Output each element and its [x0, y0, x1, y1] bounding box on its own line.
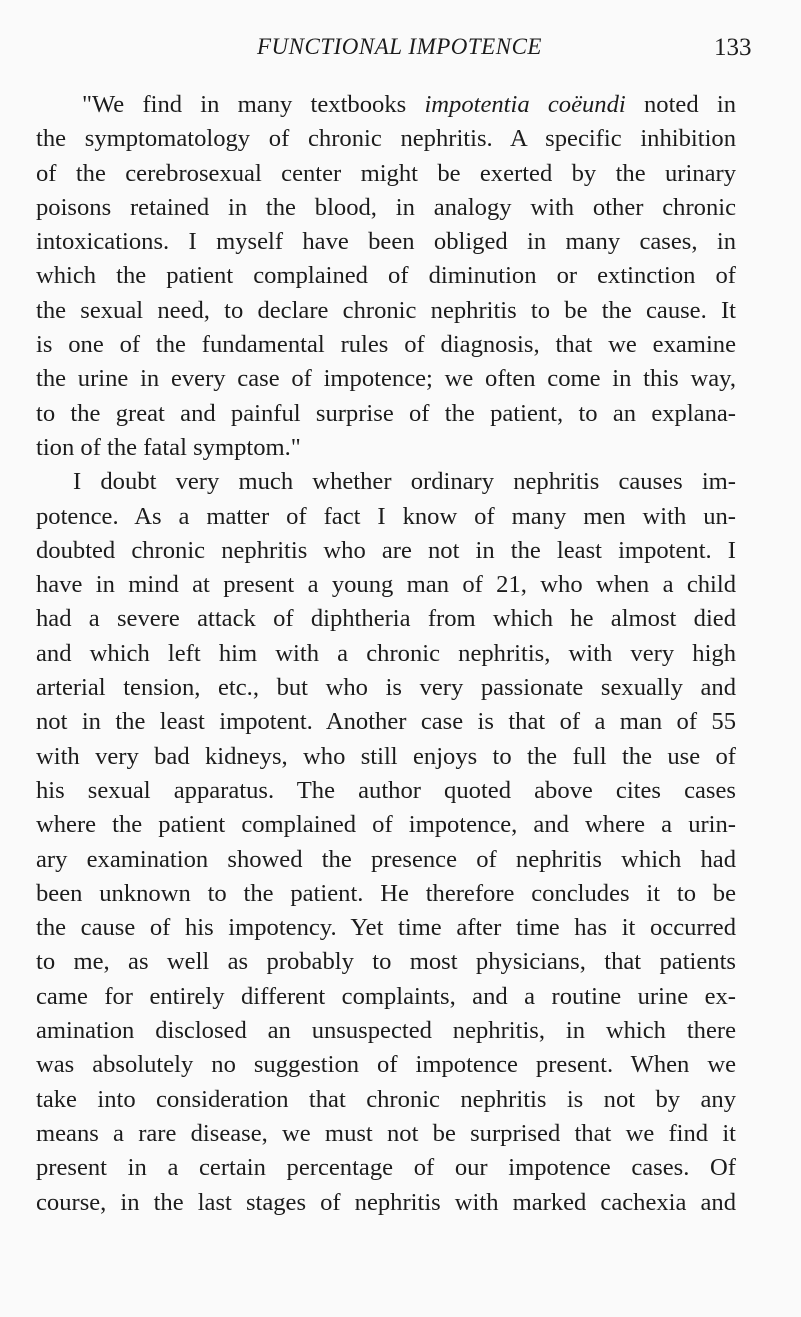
text-line: "We find in many textbooks impotentia coëundi noted in	[82, 91, 736, 118]
text-line: take into consideration that chronic nephritis is not by any	[36, 1085, 736, 1113]
text-line: which the patient complained of diminution or extinction of	[36, 262, 736, 290]
paragraph-discussion	[36, 465, 736, 1220]
text-line: the urine in every case of impotence; we often come in this way,	[36, 365, 736, 393]
italic-phrase: impotentia coëundi	[424, 91, 626, 118]
text-line: had a severe attack of diphtheria from which he almost died	[36, 605, 736, 633]
page-number: 133	[714, 34, 752, 61]
text-line: not in the least impotent. Another case is that of a man of 55	[36, 708, 736, 736]
text-line: the cause of his impotency. Yet time after time has it occurred	[36, 914, 736, 942]
text-line: his sexual apparatus. The author quoted above cites cases	[36, 776, 736, 804]
text-line: potence. As a matter of fact I know of many men with un-	[36, 502, 736, 530]
text-line: where the patient complained of impotence, and where a urin-	[36, 811, 736, 839]
text-line: came for entirely different complaints, and a routine urine ex-	[36, 982, 736, 1010]
body-text	[36, 88, 736, 1220]
text-line: arterial tension, etc., but who is very passionate sexually and	[36, 674, 736, 702]
text-line: the sexual need, to declare chronic nephritis to be the cause. It	[36, 296, 736, 324]
running-head: FUNCTIONAL IMPOTENCE	[257, 34, 542, 59]
text-line: and which left him with a chronic nephritis, with very high	[36, 639, 736, 667]
text-line: the symptomatology of chronic nephritis. A specific inhibition	[36, 125, 736, 153]
text-line: of the cerebrosexual center might be exerted by the urinary	[36, 159, 736, 187]
text-line: present in a certain percentage of our impotence cases. Of	[36, 1154, 736, 1182]
text-line: intoxications. I myself have been obliged in many cases, in	[36, 228, 736, 256]
text-line: to me, as well as probably to most physicians, that patients	[36, 948, 736, 976]
text-line: means a rare disease, we must not be surprised that we find it	[36, 1119, 736, 1147]
text-line: been unknown to the patient. He therefore concludes it to be	[36, 879, 736, 907]
text-line: I doubt very much whether ordinary nephritis causes im-	[73, 468, 736, 496]
text-line: doubted chronic nephritis who are not in the least impotent. I	[36, 536, 736, 564]
text-line: is one of the fundamental rules of diagnosis, that we examine	[36, 331, 736, 359]
text-line: have in mind at present a young man of 21, who when a child	[36, 571, 736, 599]
text-line: amination disclosed an unsuspected nephritis, in which there	[36, 1017, 736, 1045]
text-line: course, in the last stages of nephritis with marked cachexia and	[36, 1188, 736, 1216]
text-line: tion of the fatal symptom."	[36, 433, 301, 461]
paragraph-quote	[36, 88, 736, 465]
text-line: poisons retained in the blood, in analogy with other chronic	[36, 193, 736, 221]
text-line: was absolutely no suggestion of impotence present. When we	[36, 1051, 736, 1079]
text-line: with very bad kidneys, who still enjoys to the full the use of	[36, 742, 736, 770]
text-line: to the great and painful surprise of the patient, to an explana-	[36, 399, 736, 427]
text-line: ary examination showed the presence of nephritis which had	[36, 845, 736, 873]
